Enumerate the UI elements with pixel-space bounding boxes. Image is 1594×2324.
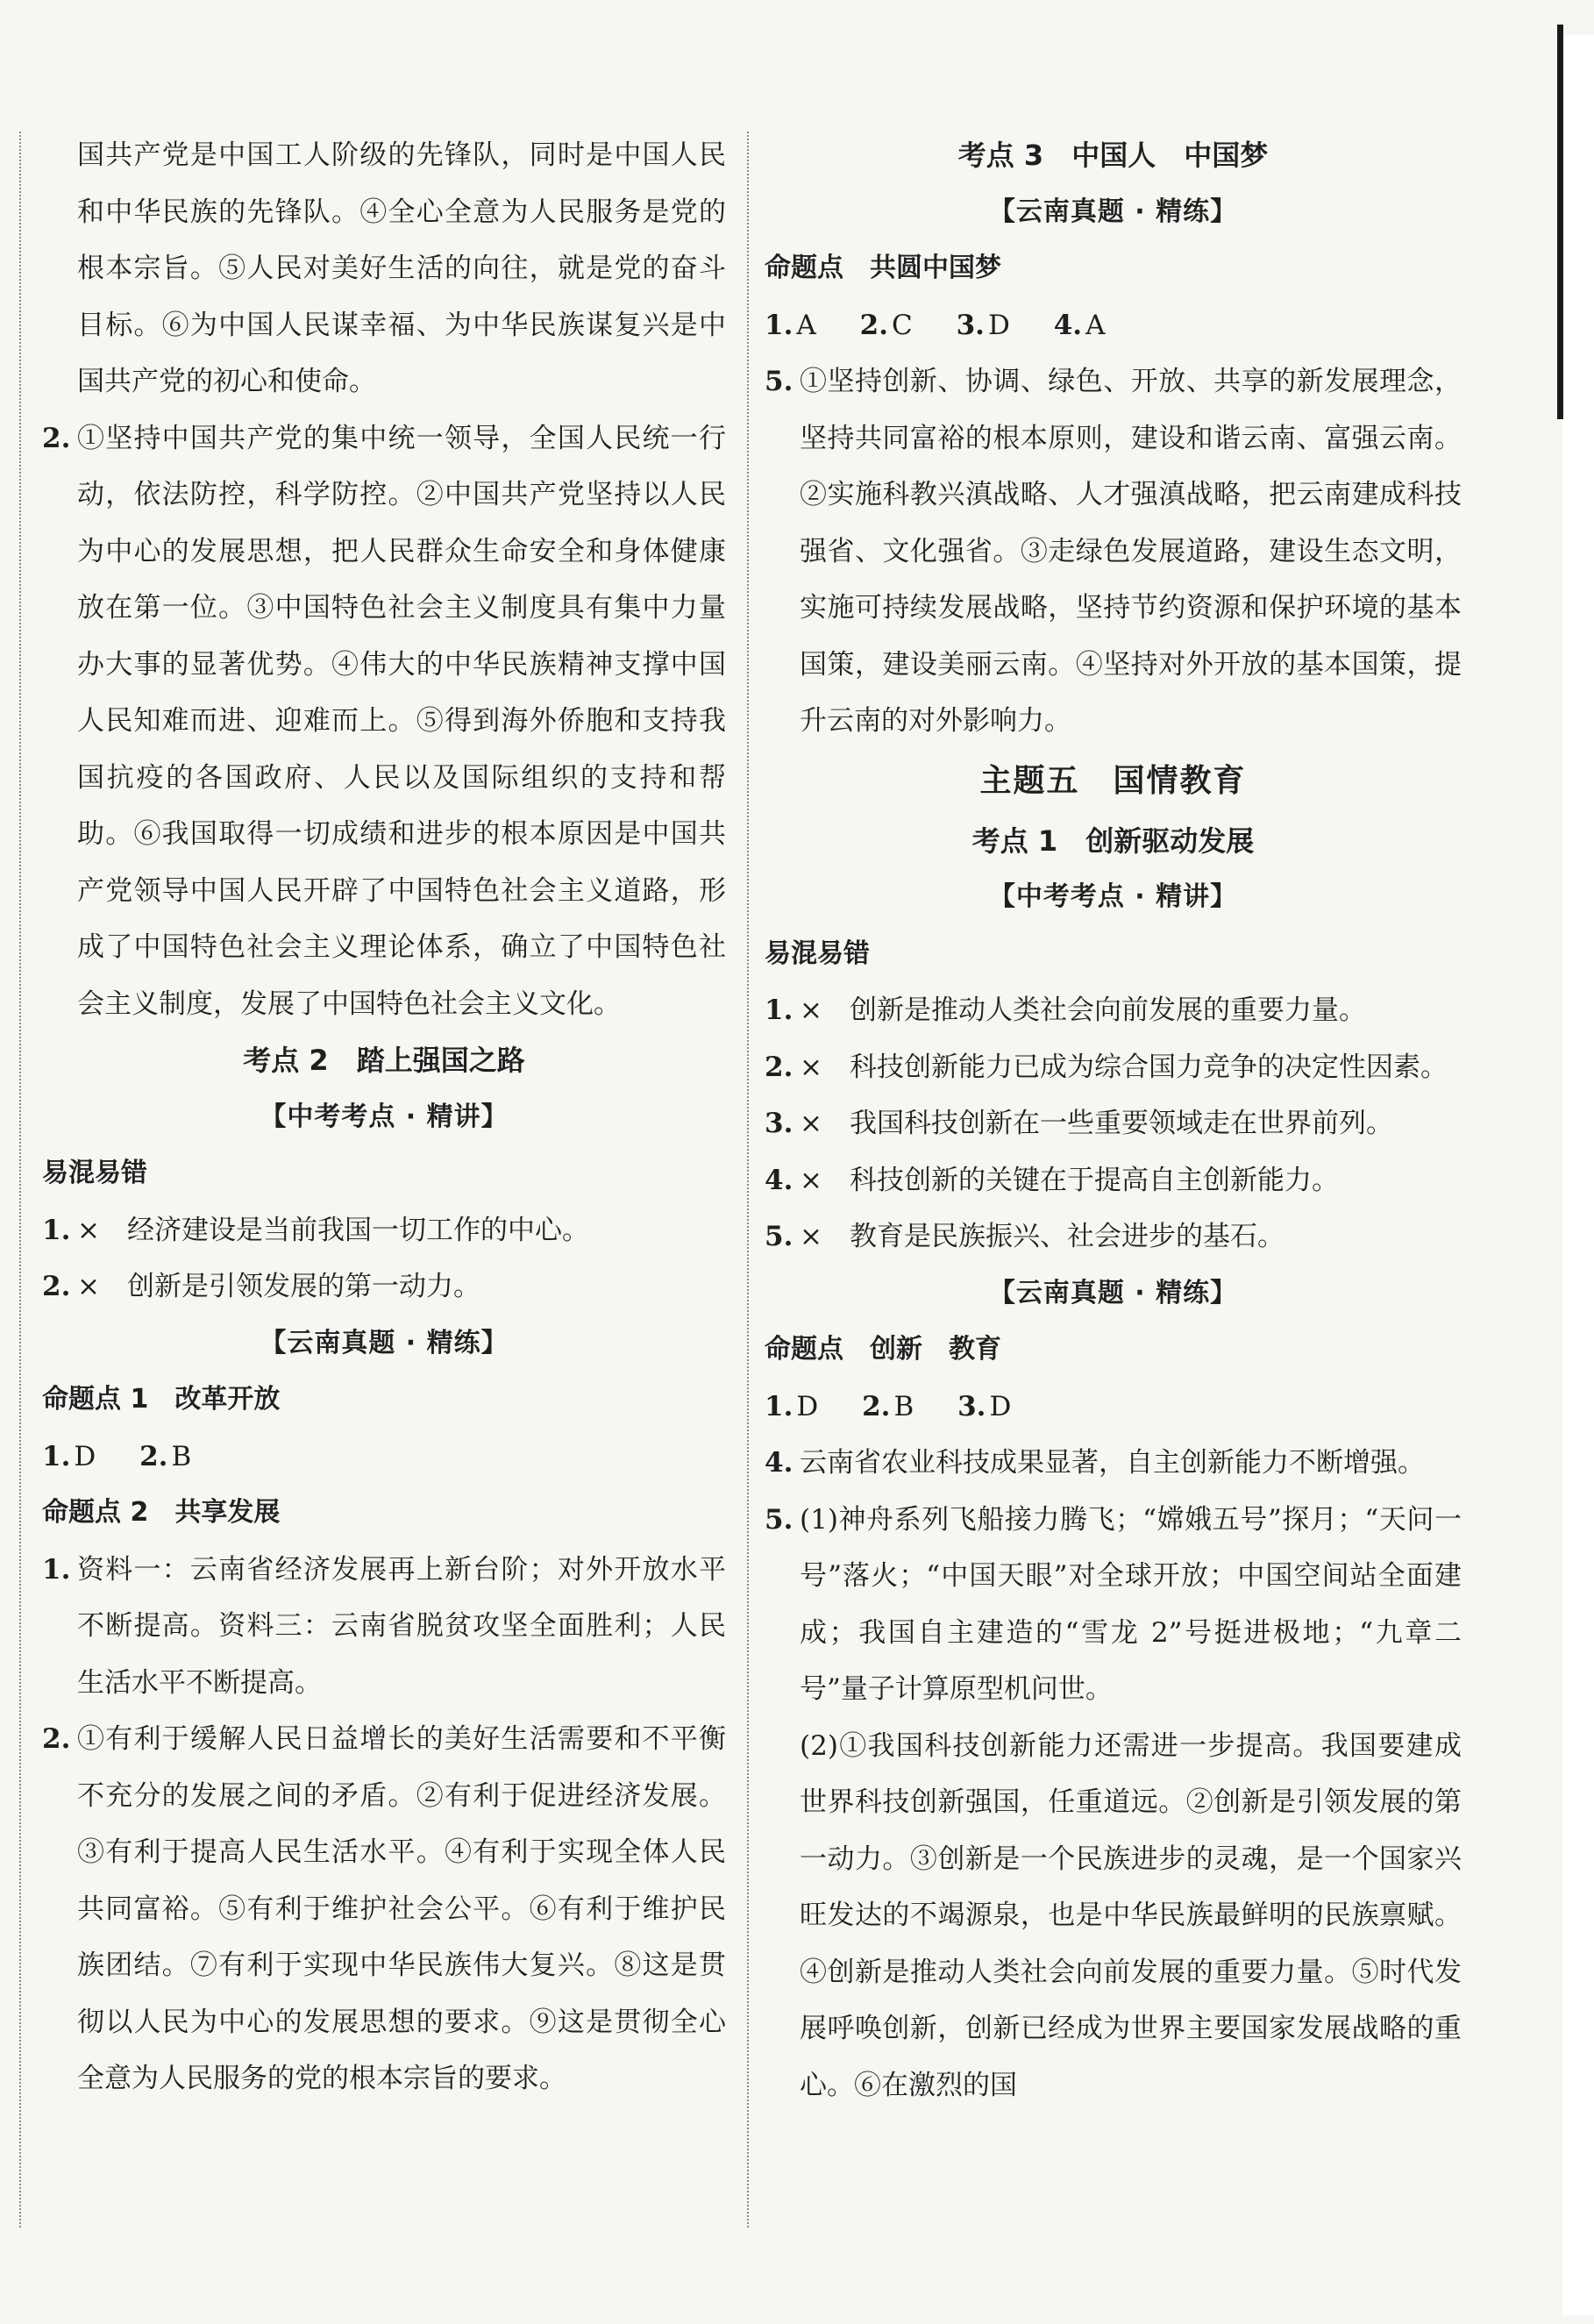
choice-answers (765, 1379, 1462, 1436)
item-text: × 科技创新的关键在于提高自主创新能力。 (800, 1164, 1339, 1196)
answer-item-2b (42, 1711, 726, 2107)
bracket-heading: 【中考考点 · 精讲】 (988, 881, 1238, 912)
bracket-heading: 【云南真题 · 精练】 (988, 196, 1238, 227)
answer-item-1 (42, 1542, 726, 1712)
bracket-heading: 【云南真题 · 精练】 (260, 1327, 509, 1358)
error-item-4 (765, 1152, 1462, 1209)
item-text: ①坚持中国共产党的集中统一领导，全国人民统一行动，依法防控，科学防控。②中国共产党坚持以人民为中心的发展思想，把人民群众生命安全和身体健康放在第一位。③中国特色社会主义制度具有集中力量办大事的显著优势。④伟大的中华民族精神支撑中国人民知难而进、迎难而上。⑤得到海外侨胞和支持我国抗疫的各国政府、人民以及国际组织的支持和帮助。⑥我国取得一切成绩和进步的根本原因是中国共产党领导中国人民开辟了中国特色社会主义道路，形成了中国特色社会主义理论体系，确立了中国特色社会主义制度，发展了中国特色社会主义文化。 (77, 422, 726, 1020)
item-text: ①有利于缓解人民日益增长的美好生活需要和不平衡不充分的发展之间的矛盾。②有利于促进经济发展。③有利于提高人民生活水平。④有利于实现全体人民共同富裕。⑤有利于维护社会公平。⑥有利于维护民族团结。⑦有利于实现中华民族伟大复兴。⑧这是贯彻以人民为中心的发展思想的要求。⑨这是贯彻全心全意为人民服务的党的根本宗旨的要求。 (77, 1723, 726, 2094)
item-text: × 经济建设是当前我国一切工作的中心。 (77, 1214, 589, 1246)
edge-bar (1557, 25, 1563, 419)
answer-choice: 2. B (139, 1440, 192, 1472)
answer-item-5b (765, 1492, 1462, 1718)
error-item-2 (765, 1039, 1462, 1096)
subheading-mingtidian-2: 命题点 2 共享发展 (42, 1497, 281, 1528)
page-edge-gutter (1562, 35, 1594, 2315)
item-text: 云南省农业科技成果显著，自主创新能力不断增强。 (800, 1447, 1425, 1479)
error-item-5 (765, 1208, 1462, 1265)
right-column (765, 127, 1462, 2114)
column-divider (747, 132, 749, 2228)
subheading-yihun: 易混易错 (765, 937, 870, 969)
item-text: × 科技创新能力已成为综合国力竞争的决定性因素。 (800, 1051, 1448, 1083)
item-text: ①坚持创新、协调、绿色、开放、共享的新发展理念，坚持共同富裕的根本原则，建设和谐云南、富强云南。②实施科教兴滇战略、人才强滇战略，把云南建成科技强省、文化强省。③走绿色发展道路，建设生态文明，实施可持续发展战略，坚持节约资源和保护环境的基本国策，建设美丽云南。④坚持对外开放的基本国策，提升云南的对外影响力。 (800, 366, 1462, 737)
item-number: 1. (765, 994, 793, 1026)
error-item-3 (765, 1095, 1462, 1152)
answer-item-5b-part2: (2)①我国科技创新能力还需进一步提高。我国要建成世界科技创新强国，任重道远。②创新是引领发展的第一动力。③创新是一个民族进步的灵魂，是一个国家兴旺发达的不竭源泉，也是中华民族最鲜明的民族禀赋。④创新是推动人类社会向前发展的重要力量。⑤时代发展呼唤创新，创新已经成为世界主要国家发展战略的重心。⑥在激烈的国 (800, 1729, 1462, 2101)
answer-choice: 4. A (1053, 309, 1106, 341)
answer-item-2 (42, 410, 726, 1033)
left-margin-rule (19, 132, 21, 2228)
answer-item-5 (765, 353, 1462, 750)
subheading-mingtidian-1: 命题点 1 改革开放 (42, 1384, 281, 1415)
answer-choice: 3. D (957, 1390, 1012, 1422)
bracket-heading: 【云南真题 · 精练】 (988, 1277, 1238, 1308)
item-number: 2. (765, 1051, 793, 1083)
section-title-kaodian-3: 考点 3 中国人 中国梦 (957, 139, 1269, 172)
item-number: 1. (42, 1214, 71, 1246)
subheading-mingtidian: 命题点 共圆中国梦 (765, 253, 1001, 283)
answer-choice: 2. B (862, 1390, 914, 1422)
item-number: 4. (765, 1447, 793, 1479)
item-number: 5. (765, 1221, 793, 1252)
choice-answers (42, 1429, 726, 1486)
choice-answers (765, 297, 1462, 354)
theme-title: 主题五 国情教育 (979, 762, 1247, 799)
item-text: × 创新是推动人类社会向前发展的重要力量。 (800, 994, 1366, 1026)
left-column (42, 127, 726, 2107)
continued-paragraph: 国共产党是中国工人阶级的先锋队，同时是中国人民和中华民族的先锋队。④全心全意为人民服务是党的根本宗旨。⑤人民对美好生活的向往，就是党的奋斗目标。⑥为中国人民谋幸福、为中华民族谋复兴是中国共产党的初心和使命。 (77, 139, 726, 397)
item-number: 2. (42, 1271, 71, 1302)
item-text: × 教育是民族振兴、社会进步的基石。 (800, 1221, 1284, 1252)
answer-choice: 2. C (859, 309, 913, 341)
item-text: × 创新是引领发展的第一动力。 (77, 1271, 480, 1302)
item-text: (1)神舟系列飞船接力腾飞；“嫦娥五号”探月；“天问一号”落火；“中国天眼”对全球开放；中国空间站全面建成；我国自主建造的“雪龙 2”号挺进极地；“九章二号”量子计算原型机问世。 (800, 1503, 1462, 1705)
item-number: 5. (765, 366, 793, 397)
item-number: 2. (42, 422, 71, 454)
item-text: 资料一：云南省经济发展再上新台阶；对外开放水平不断提高。资料三：云南省脱贫攻坚全面胜利；人民生活水平不断提高。 (77, 1553, 726, 1699)
bracket-heading: 【中考考点 · 精讲】 (260, 1101, 509, 1132)
answer-choice: 3. D (956, 309, 1010, 341)
error-item-1 (42, 1202, 726, 1259)
error-item-1 (765, 982, 1462, 1039)
item-number: 3. (765, 1108, 793, 1139)
item-number: 4. (765, 1164, 793, 1196)
answer-item-4 (765, 1435, 1462, 1492)
section-title-kaodian-1: 考点 1 创新驱动发展 (971, 823, 1255, 858)
subheading-yihun: 易混易错 (42, 1158, 147, 1188)
answer-choice: 1. A (765, 309, 816, 341)
section-title-kaodian-2: 考点 2 踏上强国之路 (243, 1044, 525, 1077)
item-number: 2. (42, 1723, 71, 1755)
item-number: 5. (765, 1503, 793, 1536)
subheading-mingtidian: 命题点 创新 教育 (765, 1334, 1001, 1365)
answer-choice: 1. D (765, 1390, 819, 1422)
item-text: × 我国科技创新在一些重要领域走在世界前列。 (800, 1108, 1393, 1139)
error-item-2 (42, 1258, 726, 1315)
item-number: 1. (42, 1553, 71, 1586)
answer-choice: 1. D (42, 1440, 96, 1472)
